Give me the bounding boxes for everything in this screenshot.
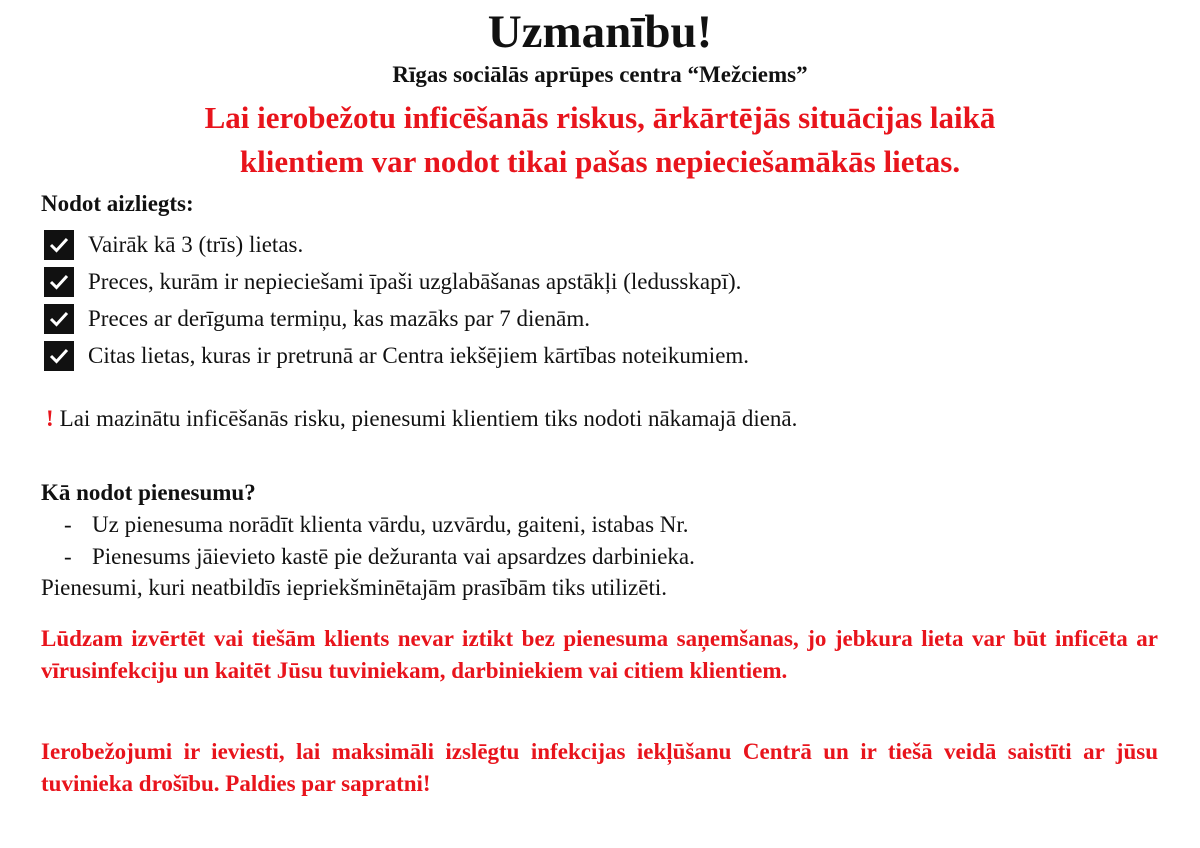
list-item (64, 509, 695, 541)
dash-bullet: - (64, 544, 72, 569)
headline-line-2: klientiem var nodot tikai pašas nepieciešamākās lietas. (239, 144, 961, 179)
exclamation-mark: ! (46, 406, 54, 431)
appeal-paragraph-2: Ierobežojumi ir ieviesti, lai maksimāli izslēgtu infekcijas iekļūšanu Centrā un ir tiešā veidā saistīti ar jūsu tuvinieka drošību. Paldies par sapratni! (41, 739, 1158, 796)
forbidden-item-label: Citas lietas, kuras ir pretrunā ar Centra iekšējiem kārtības noteikumiem. (88, 342, 750, 368)
page-title: Uzmanību! (487, 6, 713, 58)
how-to-heading: Kā nodot pienesumu? (41, 480, 256, 505)
checkbox-checked-icon (44, 341, 74, 371)
forbidden-list (44, 226, 749, 374)
headline-line-1: Lai ierobežotu inficēšanās riskus, ārkārtējās situācijas laikā (204, 100, 996, 135)
list-item (64, 541, 695, 573)
checkbox-checked-icon (44, 304, 74, 334)
rejection-note: Pienesumi, kuri neatbildīs iepriekšminētajām prasībām tiks utilizēti. (41, 575, 667, 600)
forbidden-heading: Nodot aizliegts: (41, 191, 194, 216)
how-to-item-label: Pienesums jāievieto kastē pie dežuranta vai apsardzes darbinieka. (92, 544, 695, 569)
forbidden-item-label: Vairāk kā 3 (trīs) lietas. (88, 231, 304, 257)
notice-line (46, 405, 797, 433)
appeal-paragraph-1: Lūdzam izvērtēt vai tiešām klients nevar iztikt bez pienesuma saņemšanas, jo jebkura lieta var būt inficēta ar vīrusinfekciju un kaitēt Jūsu tuviniekam, darbiniekiem vai citiem klientiem. (41, 626, 1158, 683)
list-item (44, 337, 749, 374)
checkbox-checked-icon (44, 267, 74, 297)
list-item (44, 226, 749, 263)
how-to-item-label: Uz pienesuma norādīt klienta vārdu, uzvārdu, gaiteni, istabas Nr. (92, 512, 689, 537)
forbidden-item-label: Preces, kurām ir nepieciešami īpaši uzglabāšanas apstākļi (ledusskapī). (88, 268, 742, 294)
list-item (44, 300, 749, 337)
dash-bullet: - (64, 512, 72, 537)
headline (0, 96, 1200, 184)
page-subtitle: Rīgas sociālās aprūpes centra “Mežciems” (392, 62, 808, 87)
notice-text: Lai mazinātu inficēšanās risku, pienesumi klientiem tiks nodoti nākamajā dienā. (59, 406, 798, 431)
list-item (44, 263, 749, 300)
checkbox-checked-icon (44, 230, 74, 260)
how-to-list (64, 509, 695, 573)
forbidden-item-label: Preces ar derīguma termiņu, kas mazāks par 7 dienām. (88, 305, 590, 331)
